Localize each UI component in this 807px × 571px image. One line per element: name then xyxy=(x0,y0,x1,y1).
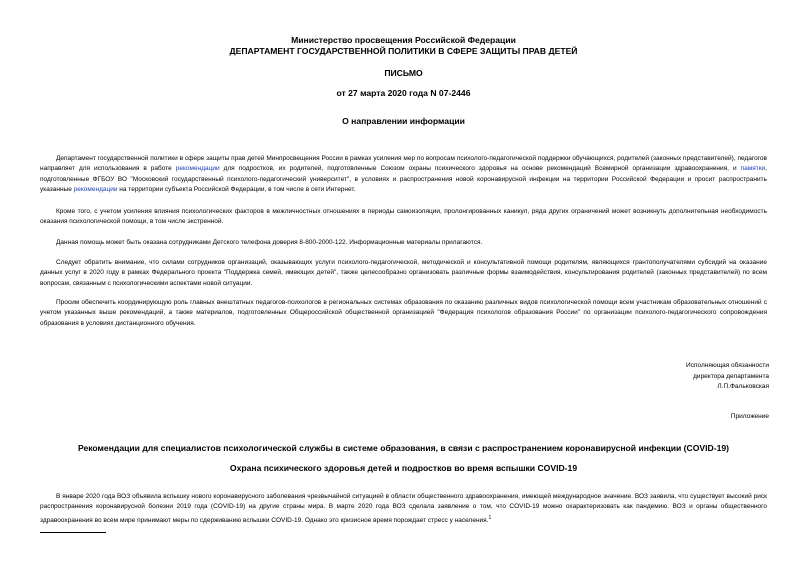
signature-position: Исполняющая обязанности xyxy=(686,362,769,369)
paragraph-text: для подростков, их родителей, подготовленные Союзом охраны психического здоровья на основе рекомендаций Всемирной организации здравоохранения, и xyxy=(219,165,741,173)
appendix-label: Приложение xyxy=(730,413,769,420)
paragraph-text: Департамент государственной политики в сфере защиты прав детей Минпросвещения России в рамках усиления мер по вопросам психолого-педагогической поддержки обучающихся, родителей (законных представителей), педагогов направляет для использования в работе xyxy=(40,155,767,173)
body-paragraph-1 xyxy=(40,154,767,196)
signature-name: Л.П.Фальковская xyxy=(717,383,769,390)
document-subject: О направлении информации xyxy=(342,116,465,126)
document-date-number: от 27 марта 2020 года N 07-2446 xyxy=(336,88,471,98)
paragraph-text: В январе 2020 года ВОЗ объявила вспышку нового коронавирусного заболевания чрезвычайной ситуацией в области общественного здравоохранения, имеющей международное значение. ВОЗ заявила, что существует высокий риск распространения коронавирусной болезни 2019 года (COVID-19) на другие страны мира. В марте 2020 года ВОЗ сделала заявление о том, что COVID-19 можно охарактеризовать как пандемию. ВОЗ и органы общественного здравоохранения во всем мире принимают меры по сдерживанию вспышки COVID-19. Однако это кризисное время порождает стресс у населения. xyxy=(40,493,767,524)
appendix-subtitle: Охрана психического здоровья детей и подростков во время вспышки COVID-19 xyxy=(229,463,578,473)
signature-title: директора департамента xyxy=(693,373,769,380)
document-type: ПИСЬМО xyxy=(384,68,423,78)
body-paragraph-3: Данная помощь может быть оказана сотрудниками Детского телефона доверия 8-800-2000-122. Информационные материалы прилагаются. xyxy=(56,239,483,246)
ministry-name: Министерство просвещения Российской Федерации xyxy=(291,35,516,45)
body-paragraph-5: Просим обеспечить координирующую роль главных внештатных педагогов-психологов в региональных системах образования по оказанию различных видов психологической помощи всем участникам образовательных отношений с учетом указанных выше рекомендаций, а также материалов, подготовленных Общероссийской общественной организацией "Федерация психологов образования России" по организации психолого-педагогического сопровождения образования в условиях дистанционного обучения. xyxy=(40,299,767,327)
paragraph-text: на территории субъекта Российской Федерации, в том числе в сети Интернет. xyxy=(117,186,356,194)
appendix-paragraph-1 xyxy=(40,492,767,526)
body-paragraph-4: Следует обратить внимание, что силами сотрудников организаций, оказывающих услуги психолого-педагогической, методической и консультативной помощи родителям, являющихся грантополучателями субсидий на оказание данных услуг в 2020 году в рамках Федерального проекта "Поддержка семей, имеющих детей", также целесообразно организовать различные формы взаимодействия, консультирования родителей (законных представителей) по всем вопросам, связанным с психологическими аспектами новой ситуации. xyxy=(40,259,767,287)
paragraph-text: , подготовленные ФГБОУ ВО "Московский государственный психолого-педагогический университет", в условиях и распространения новой коронавирусной инфекции на территории Российской Федерации и просит распространить указанные xyxy=(40,165,767,194)
memo-link[interactable]: памятки xyxy=(740,165,766,173)
recommendations-link[interactable]: рекомендации xyxy=(175,165,220,173)
footnote-divider xyxy=(40,532,106,533)
recommendations-link-2[interactable]: рекомендации xyxy=(73,186,118,194)
appendix-title: Рекомендации для специалистов психологической службы в системе образования, в связи с распространением коронавирусной инфекции (COVID-19) xyxy=(77,443,730,453)
footnote-reference[interactable]: 1 xyxy=(488,514,492,521)
department-name: ДЕПАРТАМЕНТ ГОСУДАРСТВЕННОЙ ПОЛИТИКИ В СФЕРЕ ЗАЩИТЫ ПРАВ ДЕТЕЙ xyxy=(229,46,578,56)
body-paragraph-2: Кроме того, с учетом усиления влияния психологических факторов в межличностных отношениях в периоды самоизоляции, пролонгированных каникул, ряда других ограничений может возникнуть дополнительная необходимость оказания психологической помощи, в том числе экстренной. xyxy=(40,208,767,226)
